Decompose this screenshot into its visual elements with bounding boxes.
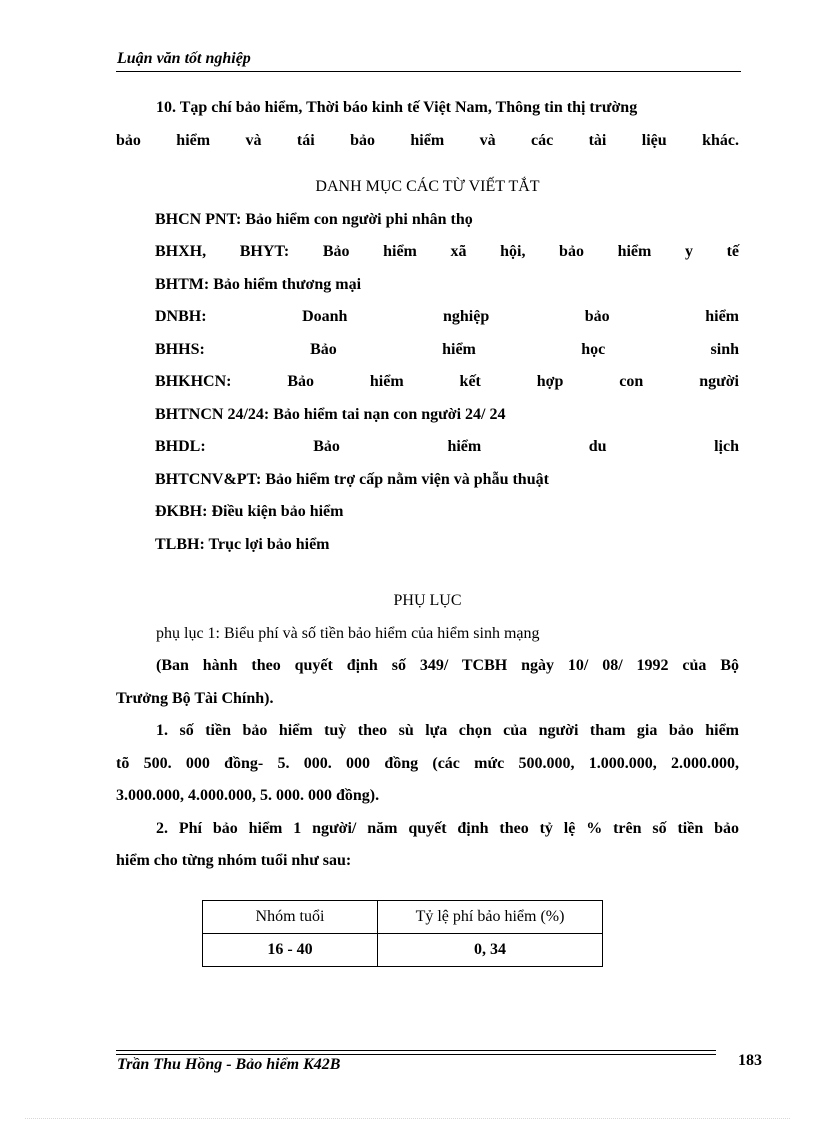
abbreviations-heading: DANH MỤC CÁC TỪ VIẾT TẮT xyxy=(315,178,540,195)
table-header-row xyxy=(203,900,603,933)
header-rule xyxy=(116,71,741,72)
rate-table xyxy=(202,900,603,967)
reference-item-10-line1: 10. Tạp chí bảo hiểm, Thời báo kinh tế Việt Nam, Thông tin thị trường xyxy=(156,99,638,116)
page-content xyxy=(116,92,739,967)
appendix-p2-line1: 2. Phí bảo hiểm 1 người/ năm quyết định theo tỷ lệ % trên số tiền bảo xyxy=(156,819,739,837)
abbreviation-item: BHXH, BHYT: Bảo hiểm xã hội, bảo hiểm y tế xyxy=(155,243,739,260)
appendix-p1-line1: 1. số tiền bảo hiểm tuỳ theo sù lựa chọn của người tham gia bảo hiểm xyxy=(156,722,739,739)
abbreviation-item: BHTM: Bảo hiểm thương mại xyxy=(155,275,362,293)
page-number: 183 xyxy=(738,1052,762,1069)
page-edge-divider xyxy=(25,1118,790,1119)
header-title: Luận văn tốt nghiệp xyxy=(117,50,251,67)
appendix-issued-line2: Trưởng Bộ Tài Chính). xyxy=(116,689,274,707)
appendix-heading: PHỤ LỤC xyxy=(393,592,462,609)
table-cell: 0, 34 xyxy=(378,933,603,966)
appendix-p2-line2: hiểm cho từng nhóm tuổi như sau: xyxy=(116,852,352,869)
table-cell: 16 - 40 xyxy=(203,933,378,966)
table-row xyxy=(203,933,603,966)
reference-item-10-line2: bảo hiểm và tái bảo hiểm và các tài liệu khác. xyxy=(116,131,739,149)
table-header-cell: Tỷ lệ phí bảo hiểm (%) xyxy=(378,900,603,933)
abbreviation-item: BHTCNV&PT: Bảo hiểm trợ cấp nằm viện và phẫu thuật xyxy=(155,470,549,488)
abbreviation-item: ĐKBH: Điều kiện bảo hiểm xyxy=(155,503,344,520)
table-header-cell: Nhóm tuổi xyxy=(203,900,378,933)
appendix-p1-line2: tõ 500. 000 đồng- 5. 000. 000 đồng (các mức 500.000, 1.000.000, 2.000.000, xyxy=(116,754,739,772)
footer-rule xyxy=(116,1054,716,1055)
footer-author: Trần Thu Hồng - Bảo hiểm K42B xyxy=(117,1056,341,1073)
footer-rule xyxy=(116,1050,716,1051)
abbreviation-item: BHKHCN: Bảo hiểm kết hợp con người xyxy=(155,373,739,390)
abbreviation-item: BHHS: Bảo hiểm học sinh xyxy=(155,340,739,358)
abbreviation-item: TLBH: Trục lợi bảo hiểm xyxy=(155,535,330,553)
appendix-subtitle: phụ lục 1: Biểu phí và số tiền bảo hiểm của hiểm sinh mạng xyxy=(156,624,540,642)
abbreviation-item: BHDL: Bảo hiểm du lịch xyxy=(155,438,739,455)
abbreviation-item: BHCN PNT: Bảo hiểm con người phi nhân thọ xyxy=(155,210,473,228)
appendix-p1-line3: 3.000.000, 4.000.000, 5. 000. 000 đồng). xyxy=(116,787,380,804)
appendix-issued-line1: (Ban hành theo quyết định số 349/ TCBH ngày 10/ 08/ 1992 của Bộ xyxy=(156,657,739,674)
abbreviation-item: DNBH: Doanh nghiệp bảo hiểm xyxy=(155,308,739,325)
abbreviation-item: BHTNCN 24/24: Bảo hiểm tai nạn con người 24/ 24 xyxy=(155,405,506,423)
